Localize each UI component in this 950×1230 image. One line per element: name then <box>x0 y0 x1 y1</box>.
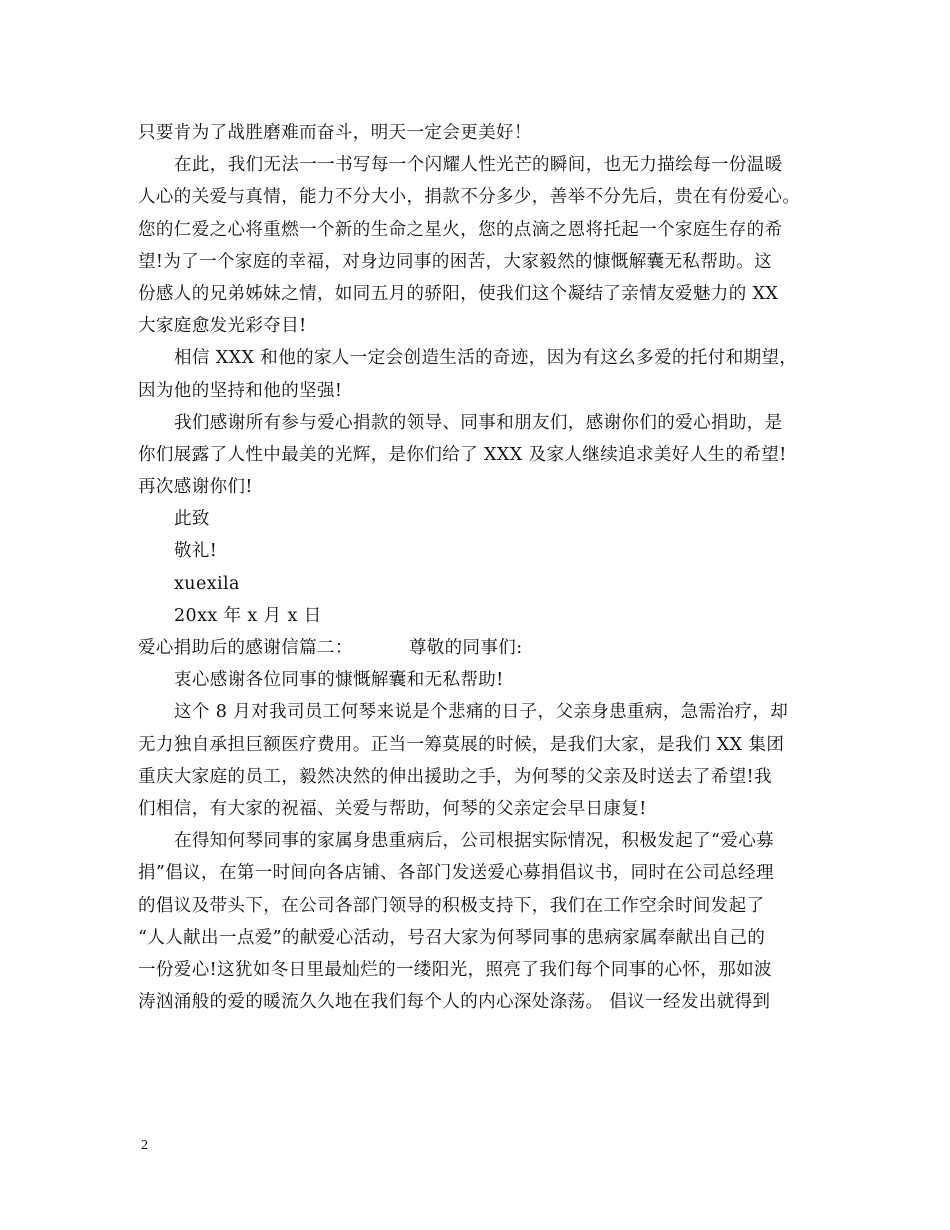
document-body <box>138 117 818 1018</box>
text-line: 在此，我们无法一一书写每一个闪耀人性光芒的瞬间，也无力描绘每一份温暖 <box>174 155 783 176</box>
text-line: 你们展露了人性中最美的光辉，是你们给了 XXX 及家人继续追求美好人生的希望! <box>138 444 787 465</box>
page-number: 2 <box>141 1138 148 1153</box>
closing-salutation: 此致 <box>174 509 210 530</box>
closing-signature: xuexila <box>174 573 240 594</box>
text-line: 份感人的兄弟姊妹之情，如同五月的骄阳，使我们这个凝结了亲情友爱魅力的 XX <box>138 283 779 304</box>
letter-two-title: 爱心捐助后的感谢信篇二： <box>138 638 353 658</box>
text-line: 在得知何琴同事的家属身患重病后，公司根据实际情况，积极发起了“爱心募 <box>174 831 775 852</box>
text-line: 们相信，有大家的祝福、关爱与帮助，何琴的父亲定会早日康复! <box>138 798 647 819</box>
text-line: 捐”倡议，在第一时间向各店铺、各部门发送爱心募捐倡议书，同时在公司总经理 <box>138 863 774 884</box>
text-line: 大家庭愈发光彩夺目! <box>138 316 307 337</box>
text-line: 我们感谢所有参与爱心捐款的领导、同事和朋友们，感谢你们的爱心捐助，是 <box>174 412 783 433</box>
text-line: 因为他的坚持和他的坚强! <box>138 380 343 401</box>
text-line: 衷心感谢各位同事的慷慨解囊和无私帮助! <box>174 670 504 691</box>
letter-two-heading <box>138 632 818 664</box>
text-line: 涛汹涌般的爱的暖流久久地在我们每个人的内心深处涤荡。 倡议一经发出就得到 <box>138 992 771 1013</box>
text-line: 这个 8 月对我司员工何琴来说是个悲痛的日子，父亲身患重病，急需治疗，却 <box>174 702 789 723</box>
letter-two-greeting: 尊敬的同事们: <box>408 638 523 658</box>
text-line: 相信 XXX 和他的家人一定会创造生活的奇迹，因为有这幺多爱的托付和期望， <box>174 348 798 369</box>
text-line: 的倡议及带头下，在公司各部门领导的积极支持下，我们在工作空余时间发起了 <box>138 895 765 916</box>
text-line: 一份爱心!这犹如冬日里最灿烂的一缕阳光，照亮了我们每个同事的心怀，那如波 <box>138 959 772 980</box>
text-line: 人心的关爱与真情，能力不分大小，捐款不分多少，善举不分先后，贵在有份爱心。 <box>138 187 801 208</box>
text-line: 无力独自承担巨额医疗费用。正当一筹莫展的时候，是我们大家，是我们 XX 集团 <box>138 734 785 755</box>
text-line: 您的仁爱之心将重燃一个新的生命之星火，您的点滴之恩将托起一个家庭生存的希 <box>138 219 783 240</box>
text-line: 再次感谢你们! <box>138 477 253 498</box>
text-line: 望!为了一个家庭的幸福，对身边同事的困苦，大家毅然的慷慨解囊无私帮助。这 <box>138 251 772 272</box>
closing-regards: 敬礼! <box>174 541 218 562</box>
text-line: 只要肯为了战胜磨难而奋斗，明天一定会更美好！ <box>138 123 532 143</box>
closing-date: 20xx 年 x 月 x 日 <box>174 605 322 626</box>
text-line: “人人献出一点爱”的献爱心活动，号召大家为何琴同事的患病家属奉献出自己的 <box>138 927 766 948</box>
text-line: 重庆大家庭的员工，毅然决然的伸出援助之手，为何琴的父亲及时送去了希望!我 <box>138 766 772 787</box>
